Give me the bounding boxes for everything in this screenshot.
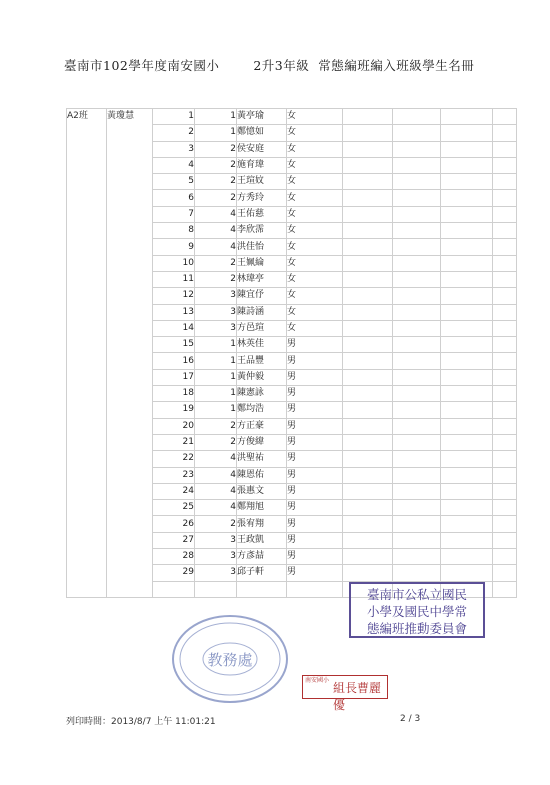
empty-cell [441,125,493,141]
seat-number: 8 [153,223,195,239]
student-name: 陳恩佑 [237,467,287,483]
empty-cell [343,483,393,499]
empty-cell [393,223,441,239]
empty-cell [493,288,517,304]
empty-cell [343,434,393,450]
seat-number: 9 [153,239,195,255]
empty-cell [493,271,517,287]
student-name: 方秀玲 [237,190,287,206]
student-gender [287,581,343,597]
empty-cell [343,386,393,402]
table-row [67,109,517,125]
empty-cell [393,190,441,206]
seat-number: 2 [153,125,195,141]
student-name: 陳憲詠 [237,386,287,402]
office-seal-text: 教務處 [207,651,253,669]
student-name: 林瑋亭 [237,271,287,287]
academic-affairs-office-seal [170,613,290,705]
empty-cell [393,337,441,353]
empty-cell [343,467,393,483]
empty-cell [441,500,493,516]
seat-number: 18 [153,386,195,402]
empty-cell [441,190,493,206]
empty-cell [393,418,441,434]
group-number: 1 [195,402,237,418]
empty-cell [441,157,493,173]
student-gender: 女 [287,320,343,336]
group-number: 1 [195,337,237,353]
group-number: 2 [195,418,237,434]
empty-cell [493,549,517,565]
student-gender: 女 [287,223,343,239]
empty-cell [441,402,493,418]
committee-stamp-line: 態編班推動委員會 [366,621,467,636]
student-gender: 女 [287,141,343,157]
empty-cell [493,206,517,222]
empty-cell [441,109,493,125]
empty-cell [393,516,441,532]
student-name: 施育瑋 [237,157,287,173]
student-name: 王瑄妏 [237,174,287,190]
print-time: 列印時間：2013/8/7 上午 11:01:21 [66,717,216,727]
class-name: A2班 [67,109,107,598]
empty-cell [343,271,393,287]
empty-cell [343,255,393,271]
student-gender: 女 [287,271,343,287]
empty-cell [393,174,441,190]
empty-cell [343,288,393,304]
roster-title: 常態編班編入班級學生名冊 [318,58,475,73]
signature-stamp [302,675,388,712]
student-gender: 男 [287,434,343,450]
empty-cell [441,386,493,402]
seat-number: 12 [153,288,195,304]
seat-number: 6 [153,190,195,206]
empty-cell [393,255,441,271]
seat-number: 29 [153,565,195,581]
student-gender: 男 [287,369,343,385]
seat-number: 27 [153,532,195,548]
empty-cell [441,304,493,320]
group-number: 2 [195,141,237,157]
seat-number: 11 [153,271,195,287]
empty-cell [493,532,517,548]
student-gender: 女 [287,174,343,190]
student-name: 洪聖祐 [237,451,287,467]
empty-cell [393,565,441,581]
empty-cell [343,157,393,173]
empty-cell [393,109,441,125]
empty-cell [441,369,493,385]
student-gender: 男 [287,451,343,467]
empty-cell [441,353,493,369]
empty-cell [441,239,493,255]
empty-cell [343,369,393,385]
student-gender: 女 [287,125,343,141]
seat-number: 26 [153,516,195,532]
empty-cell [393,353,441,369]
committee-stamp [349,582,485,638]
student-name: 王姵綸 [237,255,287,271]
empty-cell [493,565,517,581]
group-number: 3 [195,532,237,548]
empty-cell [441,467,493,483]
empty-cell [393,141,441,157]
seat-number: 16 [153,353,195,369]
student-gender: 女 [287,206,343,222]
student-gender: 男 [287,565,343,581]
empty-cell [441,516,493,532]
empty-cell [343,532,393,548]
student-gender: 女 [287,288,343,304]
empty-cell [343,516,393,532]
empty-cell [393,304,441,320]
empty-cell [441,206,493,222]
empty-cell [441,549,493,565]
empty-cell [393,483,441,499]
student-name: 洪佳怡 [237,239,287,255]
empty-cell [343,141,393,157]
group-number: 4 [195,451,237,467]
group-number: 2 [195,174,237,190]
student-name: 黃亭瑜 [237,109,287,125]
seat-number: 13 [153,304,195,320]
empty-cell [343,500,393,516]
group-number: 4 [195,206,237,222]
document-title [64,56,474,74]
empty-cell [343,174,393,190]
empty-cell [493,239,517,255]
empty-cell [493,174,517,190]
school-year-title: 臺南市102學年度南安國小 [64,58,220,73]
empty-cell [493,320,517,336]
signature-school: 南安國小 [305,677,330,684]
student-gender: 男 [287,467,343,483]
student-name: 方彥喆 [237,549,287,565]
empty-cell [493,304,517,320]
empty-cell [343,353,393,369]
seat-number: 24 [153,483,195,499]
empty-cell [393,239,441,255]
group-number: 2 [195,157,237,173]
seat-number: 10 [153,255,195,271]
empty-cell [441,418,493,434]
student-gender: 女 [287,157,343,173]
group-number [195,581,237,597]
empty-cell [493,190,517,206]
empty-cell [493,418,517,434]
seat-number: 20 [153,418,195,434]
group-number: 3 [195,304,237,320]
empty-cell [441,174,493,190]
group-number: 1 [195,109,237,125]
student-name: 鄭翔旭 [237,500,287,516]
empty-cell [493,353,517,369]
student-name: 陳詩涵 [237,304,287,320]
student-name: 林英佳 [237,337,287,353]
empty-cell [343,320,393,336]
student-name: 王品豐 [237,353,287,369]
student-name: 方邑瑄 [237,320,287,336]
group-number: 1 [195,125,237,141]
student-gender: 男 [287,353,343,369]
empty-cell [493,386,517,402]
empty-cell [343,451,393,467]
committee-stamp-line: 小學及國民中學常 [366,604,467,619]
student-gender: 女 [287,304,343,320]
student-name: 張宥翔 [237,516,287,532]
empty-cell [343,337,393,353]
seat-number: 7 [153,206,195,222]
empty-cell [343,109,393,125]
student-gender: 男 [287,500,343,516]
group-number: 1 [195,353,237,369]
empty-cell [343,418,393,434]
empty-cell [343,190,393,206]
student-name: 方俊緯 [237,434,287,450]
group-number: 2 [195,271,237,287]
empty-cell [441,434,493,450]
group-number: 3 [195,549,237,565]
empty-cell [343,206,393,222]
empty-cell [393,369,441,385]
seat-number [153,581,195,597]
student-name: 王政凱 [237,532,287,548]
empty-cell [393,320,441,336]
group-number: 1 [195,386,237,402]
empty-cell [343,402,393,418]
group-number: 3 [195,320,237,336]
empty-cell [441,337,493,353]
empty-cell [393,532,441,548]
empty-cell [343,223,393,239]
empty-cell [493,369,517,385]
group-number: 2 [195,516,237,532]
student-name: 方正豪 [237,418,287,434]
empty-cell [493,483,517,499]
empty-cell [493,516,517,532]
seat-number: 17 [153,369,195,385]
empty-cell [343,549,393,565]
group-number: 4 [195,239,237,255]
student-name: 鄭均浩 [237,402,287,418]
student-name: 王佑慈 [237,206,287,222]
seat-number: 28 [153,549,195,565]
student-gender: 男 [287,532,343,548]
seat-number: 19 [153,402,195,418]
empty-cell [393,125,441,141]
empty-cell [441,320,493,336]
empty-cell [493,402,517,418]
student-name [237,581,287,597]
empty-cell [393,434,441,450]
empty-cell [493,451,517,467]
empty-cell [493,141,517,157]
empty-cell [493,157,517,173]
empty-cell [393,467,441,483]
empty-cell [441,483,493,499]
empty-cell [343,565,393,581]
empty-cell [441,255,493,271]
empty-cell [493,337,517,353]
empty-cell [493,500,517,516]
group-number: 4 [195,467,237,483]
empty-cell [343,239,393,255]
group-number: 4 [195,483,237,499]
student-name: 鄭憶如 [237,125,287,141]
empty-cell [393,157,441,173]
group-number: 4 [195,500,237,516]
seat-number: 21 [153,434,195,450]
student-name: 黃仲毅 [237,369,287,385]
student-gender: 男 [287,402,343,418]
empty-cell [493,581,517,597]
student-gender: 男 [287,418,343,434]
grade-title: 2升3年級 [253,58,310,73]
empty-cell [393,549,441,565]
student-name: 張惠文 [237,483,287,499]
group-number: 2 [195,190,237,206]
page-number: 2 / 3 [400,714,421,724]
teacher-name: 黃瓊慧 [107,109,153,598]
signature-name: 組長曹麗優 [333,681,382,712]
empty-cell [441,532,493,548]
student-gender: 男 [287,549,343,565]
group-number: 4 [195,223,237,239]
group-number: 1 [195,369,237,385]
committee-stamp-line: 臺南市公私立國民 [366,587,467,602]
empty-cell [343,125,393,141]
group-number: 3 [195,288,237,304]
empty-cell [393,500,441,516]
student-name: 李欣霈 [237,223,287,239]
student-gender: 女 [287,190,343,206]
student-gender: 男 [287,337,343,353]
student-roster-table [66,108,517,598]
seat-number: 22 [153,451,195,467]
empty-cell [393,386,441,402]
empty-cell [343,304,393,320]
group-number: 3 [195,565,237,581]
student-gender: 男 [287,386,343,402]
empty-cell [493,125,517,141]
seat-number: 5 [153,174,195,190]
seat-number: 1 [153,109,195,125]
student-gender: 女 [287,239,343,255]
empty-cell [493,255,517,271]
empty-cell [493,109,517,125]
student-name: 邱子軒 [237,565,287,581]
empty-cell [393,451,441,467]
student-gender: 女 [287,109,343,125]
seat-number: 15 [153,337,195,353]
seat-number: 14 [153,320,195,336]
empty-cell [493,467,517,483]
seat-number: 25 [153,500,195,516]
empty-cell [493,223,517,239]
student-gender: 男 [287,483,343,499]
empty-cell [441,271,493,287]
empty-cell [393,271,441,287]
empty-cell [441,223,493,239]
empty-cell [393,206,441,222]
student-name: 陳宜伃 [237,288,287,304]
empty-cell [441,451,493,467]
seat-number: 3 [153,141,195,157]
student-gender: 女 [287,255,343,271]
empty-cell [441,141,493,157]
student-name: 侯安庭 [237,141,287,157]
seat-number: 23 [153,467,195,483]
seat-number: 4 [153,157,195,173]
empty-cell [441,288,493,304]
empty-cell [493,434,517,450]
group-number: 2 [195,255,237,271]
group-number: 2 [195,434,237,450]
empty-cell [441,565,493,581]
empty-cell [393,402,441,418]
empty-cell [393,288,441,304]
roster-body [67,109,517,598]
student-gender: 男 [287,516,343,532]
